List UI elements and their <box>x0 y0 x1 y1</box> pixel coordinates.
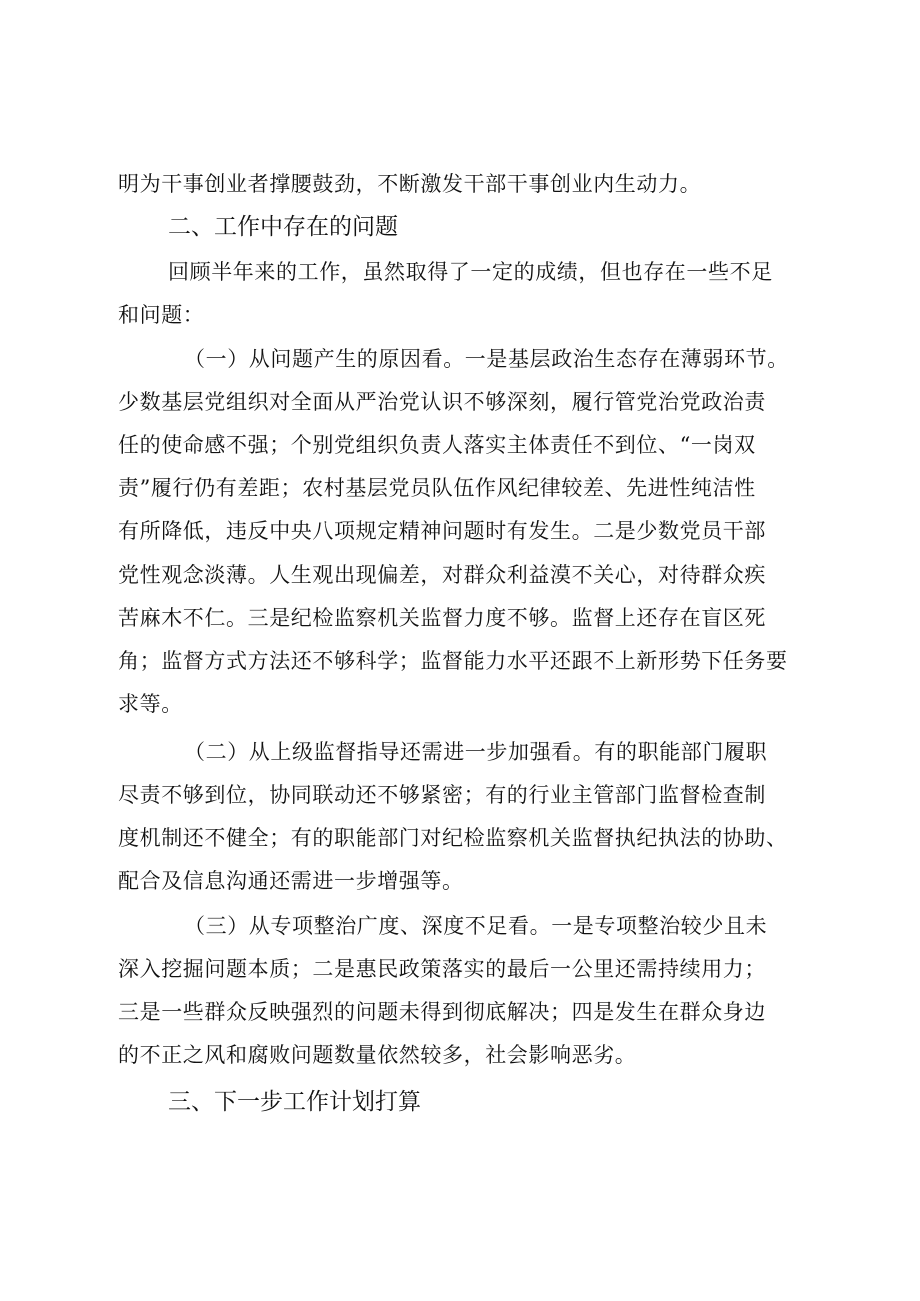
text-line: 角；监督方式方法还不够科学；监督能力水平还跟不上新形势下任务要 <box>118 649 788 673</box>
section-heading: 二、工作中存在的问题 <box>168 214 398 240</box>
text-line: 尽责不够到位，协同联动还不够紧密；有的行业主管部门监督检查制 <box>118 783 766 807</box>
text-line: 和问题： <box>118 303 205 327</box>
text-line: （一）从问题产生的原因看。一是基层政治生态存在薄弱环节。 <box>184 347 789 371</box>
text-line: 回顾半年来的工作，虽然取得了一定的成绩，但也存在一些不足 <box>168 260 773 284</box>
text-line: 求等。 <box>118 692 183 716</box>
text-line: 深入挖掘问题本质；二是惠民政策落实的最后一公里还需持续用力； <box>118 957 766 981</box>
text-line: 任的使命感不强；个别党组织负责人落实主体责任不到位、“一岗双 <box>118 433 756 457</box>
text-line: 党性观念淡薄。人生观出现偏差，对群众利益漠不关心，对待群众疾 <box>118 563 766 587</box>
text-line: （二）从上级监督指导还需进一步加强看。有的职能部门履职 <box>184 740 768 764</box>
text-line: 苦麻木不仁。三是纪检监察机关监督力度不够。监督上还存在盲区死 <box>118 606 766 630</box>
text-line: 少数基层党组织对全面从严治党认识不够深刻，履行管党治党政治责 <box>118 390 766 414</box>
text-line: 的不正之风和腐败问题数量依然较多，社会影响恶劣。 <box>118 1043 637 1067</box>
section-heading: 三、下一步工作计划打算 <box>168 1089 421 1115</box>
text-line: 责”履行仍有差距；农村基层党员队伍作风纪律较差、先进性纯洁性 <box>118 476 756 500</box>
text-line: 配合及信息沟通还需进一步增强等。 <box>118 869 464 893</box>
text-line: 三是一些群众反映强烈的问题未得到彻底解决；四是发生在群众身边 <box>118 1000 766 1024</box>
text-line: 有所降低，违反中央八项规定精神问题时有发生。二是少数党员干部 <box>118 519 766 543</box>
text-line: 度机制还不健全；有的职能部门对纪检监察机关监督执纪执法的协助、 <box>118 826 788 850</box>
text-line: 明为干事创业者撑腰鼓劲，不断激发干部干事创业内生动力。 <box>118 172 702 196</box>
text-line: （三）从专项整治广度、深度不足看。一是专项整治较少且未 <box>184 914 768 938</box>
